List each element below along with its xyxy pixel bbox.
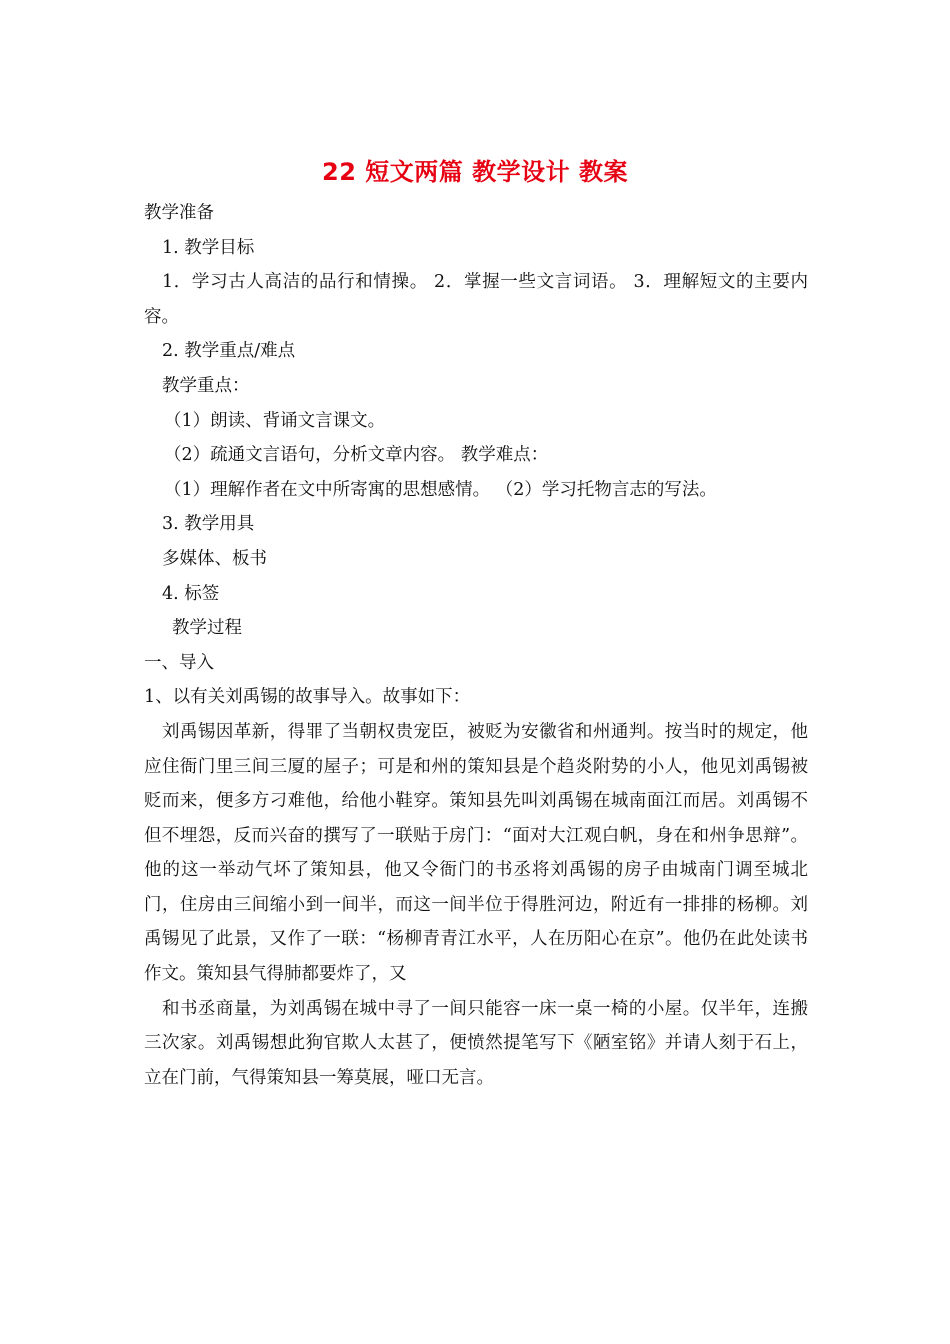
- paragraph: 刘禹锡因革新，得罪了当朝权贵宠臣，被贬为安徽省和州通判。按当时的规定，他应住衙门里三间三厦的屋子；可是和州的策知县是个趋炎附势的小人，他见刘禹锡被贬而来，便多方刁难他，给他小鞋穿。策知县先叫刘禹锡在城南面江而居。刘禹锡不但不埋怨，反而兴奋的撰写了一联贴于房门：“面对大江观白帆，身在和州争思辩”。他的这一举动气坏了策知县，他又令衙门的书丞将刘禹锡的房子由城南门调至城北门，住房由三间缩小到一间半，而这一间半位于得胜河边，附近有一排排的杨柳。刘禹锡见了此景，又作了一联：“杨柳青青江水平，人在历阳心在京”。他仍在此处读书作文。策知县气得肺都要炸了，又: [144, 721, 808, 985]
- section-heading: 教学过程: [172, 618, 242, 639]
- paragraph: 1．学习古人高洁的品行和情操。 2．掌握一些文言词语。 3．理解短文的主要内容。: [144, 272, 808, 327]
- paragraph: 1、以有关刘禹锡的故事导入。故事如下：: [144, 687, 471, 708]
- list-item: （2）疏通文言语句，分析文章内容。 教学难点：: [164, 445, 549, 466]
- list-item: （1）理解作者在文中所寄寓的思想感情。 （2）学习托物言志的写法。: [164, 479, 717, 500]
- section-heading: 一、导入: [144, 652, 214, 673]
- subsection-heading: 3. 教学用具: [162, 514, 255, 535]
- paragraph: 和书丞商量，为刘禹锡在城中寻了一间只能容一床一桌一椅的小屋。仅半年，连搬三次家。刘禹锡想此狗官欺人太甚了，便愤然提笔写下《陋室铭》并请人刻于石上，立在门前，气得策知县一筹莫展，哑口无言。: [144, 998, 808, 1088]
- subsection-heading: 4. 标签: [162, 583, 220, 604]
- page-title: 22 短文两篇 教学设计 教案: [322, 158, 628, 186]
- subsection-heading: 1. 教学目标: [162, 237, 255, 258]
- list-item: （1）朗读、背诵文言课文。: [164, 410, 386, 431]
- section-heading: 教学准备: [144, 203, 214, 223]
- paragraph: 教学重点：: [162, 375, 250, 396]
- paragraph: 多媒体、板书: [162, 548, 267, 569]
- document-body: [144, 196, 808, 1095]
- subsection-heading: 2. 教学重点/难点: [162, 341, 296, 362]
